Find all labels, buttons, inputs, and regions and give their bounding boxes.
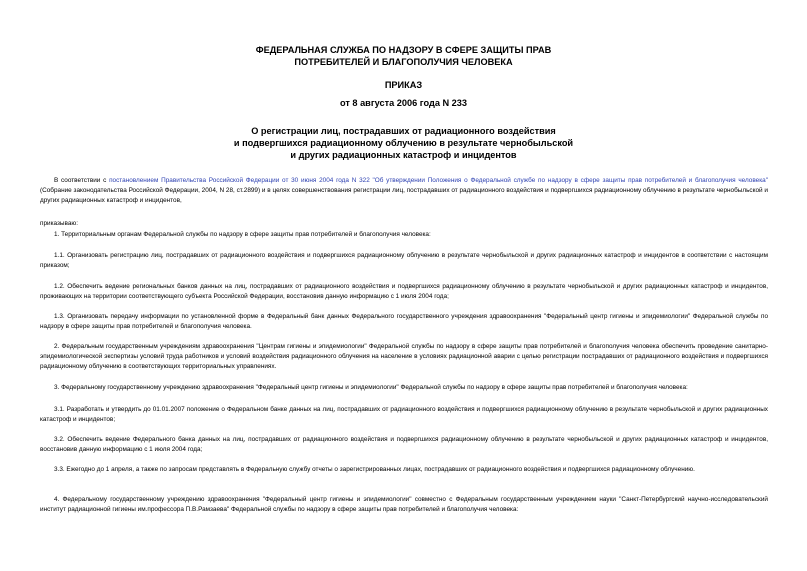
item-3: 3. Федеральному государственному учреждению здравоохранения "Федеральный центр гигиены и эпидемиологии" Федеральной службы по надзору в сфере защиты прав потребителей и благополучия человека: [54, 384, 688, 391]
preamble-text-after: (Собрание законодательства Российской Федерации, 2004, N 28, ст.2899) и в целях совершенствования регистрации лиц, пострадавших от радиационного воздействия и подвергшихся радиационному облучению в результате чернобыльской и других радиационных катастроф и инцидентов, [40, 187, 768, 204]
document-type: ПРИКАЗ [384, 80, 423, 90]
document-title-line1: О регистрации лиц, пострадавших от радиационного воздействия [251, 126, 556, 136]
preamble-paragraph [40, 176, 768, 206]
agency-name-line1: ФЕДЕРАЛЬНАЯ СЛУЖБА ПО НАДЗОРУ В СФЕРЕ ЗАЩИТЫ ПРАВ [255, 45, 552, 55]
item-1: 1. Территориальным органам Федеральной службы по надзору в сфере защиты прав потребителей и благополучия человека: [54, 231, 431, 238]
item-3-3: 3.3. Ежегодно до 1 апреля, а также по запросам представлять в Федеральную службу отчеты о зарегистрированных лицах, пострадавших от радиационного воздействия и подвергшихся радиационному облучению. [54, 466, 695, 473]
government-decree-link[interactable]: постановлением Правительства Российской Федерации от 30 июня 2004 года N 322 "Об утверждении Положения о Федеральной службе по надзору в сфере защиты прав потребителей и благополучия человека" [109, 177, 768, 184]
preamble-text-before: В соответствии с [54, 177, 110, 184]
agency-name-line2: ПОТРЕБИТЕЛЕЙ И БЛАГОПОЛУЧИЯ ЧЕЛОВЕКА [294, 57, 513, 67]
item-4: 4. Федеральному государственному учреждению здравоохранения "Федеральный центр гигиены и эпидемиологии" совместно с Федеральным государственным учреждением науки "Санкт-Петербургский научно-исследовательский институт радиационной гигиены им.профессора П.В.Рамзаева" Федеральной службы по надзору в сфере защиты прав потребителей и благополучия человека: [40, 496, 768, 513]
item-3-1: 3.1. Разработать и утвердить до 01.01.2007 положение о Федеральном банке данных на лиц, пострадавших от радиационного воздействия и подвергшихся радиационному облучению в результате чернобыльской и других радиационных катастроф и инцидентов; [40, 406, 768, 423]
item-1-1: 1.1. Организовать регистрацию лиц, пострадавших от радиационного воздействия и подвергшихся радиационному облучению в результате чернобыльской и других радиационных катастроф и инцидентов в соответствии с настоящим приказом; [40, 252, 768, 269]
document-date-number: от 8 августа 2006 года N 233 [339, 98, 468, 108]
item-1-2: 1.2. Обеспечить ведение региональных банков данных на лиц, пострадавших от радиационного воздействия и подвергшихся радиационному облучению в результате чернобыльской и других радиационных катастроф и инцидентов, проживающих на территории соответствующего субъекта Российской Федерации, восстановив данную информацию с 1 июля 2004 года; [40, 283, 768, 300]
document-title-line2: и подвергшихся радиационному облучению в результате чернобыльской [233, 138, 574, 148]
item-2: 2. Федеральным государственным учреждениям здравоохранения "Центрам гигиены и эпидемиологии" Федеральной службы по надзору в сфере защиты прав потребителей и благополучия человека обеспечить проведение санитарно-эпидемиологической экспертизы условий труда работников и условий воздействия радиационного облучения на население в условиях радиационной аварии с целью регистрации пострадавших от радиационного воздействия и подвергшихся радиационному облучению в соответствующих территориальных управлениях. [40, 343, 768, 370]
item-3-2: 3.2. Обеспечить ведение Федерального банка данных на лиц, пострадавших от радиационного воздействия и подвергшихся радиационному облучению в результате чернобыльской и других радиационных катастроф и инцидентов, восстановив данную информацию с 1 июля 2004 года; [40, 436, 768, 453]
document-title-line3: и других радиационных катастроф и инцидентов [290, 150, 517, 160]
order-word: приказываю: [40, 220, 78, 227]
item-1-3: 1.3. Организовать передачу информации по установленной форме в Федеральный банк данных Федерального государственного учреждения здравоохранения "Федеральный центр гигиены и эпидемиологии" Федеральной службы по надзору в сфере защиты прав потребителей и благополучия человека. [40, 313, 768, 330]
